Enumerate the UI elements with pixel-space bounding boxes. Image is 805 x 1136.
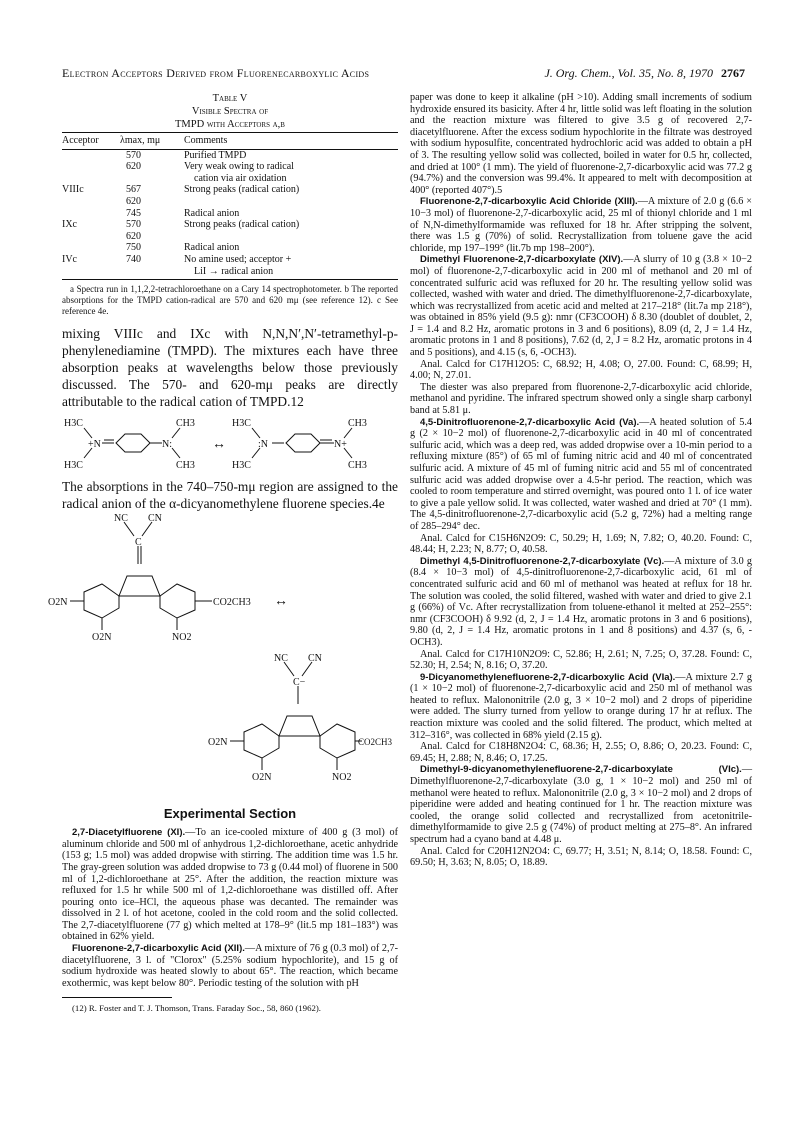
cell-lambda: 620 xyxy=(126,230,141,242)
cell-acceptor xyxy=(62,196,120,208)
page-number: 2767 xyxy=(721,66,745,80)
tmpd-r-ch3-bot: CH3 xyxy=(348,460,367,472)
cell-lambda: 745 xyxy=(126,207,141,219)
table-row xyxy=(62,196,398,208)
cell-acceptor xyxy=(62,231,120,243)
tmpd-resonance-structure xyxy=(62,416,398,472)
reference-rule xyxy=(62,997,172,1001)
s1-no2b: NO2 xyxy=(172,632,192,644)
exp-dinitro-ester: Dimethyl 4,5-Dinitrofluorenone-2,7-dicarboxylate (Vc).—A mixture of 3.0 g (8.4 × 10−3 mol) of 4,5-dinitrofluorenone-2,7-dicarboxylic acid, 61 ml of concentrated sulfuric acid and 60 ml of methanol was heated at reflux for 18 hr. The solution was cooled, the solid filtered, washed with water and dried to give 2.1 g (66%) of Vc. After recrystallization from toluene-ethanol it melted at 252–255°: nmr (CF3COOH) δ 9.92 (d, 2, J = 1.4 Hz, aromatic protons in 3 and 6 positions), 9.80 (d, 2, J = 1.4 Hz, aromatic protons in 1 and 8 positions) and 4.37 (s, 6, -OCH3). xyxy=(410,555,753,648)
cell-acceptor xyxy=(62,161,120,173)
cell-comment: Strong peaks (radical cation) xyxy=(184,219,300,231)
cell-lambda: 750 xyxy=(126,242,141,254)
cell-comment: Very weak owing to radical xyxy=(184,161,294,173)
cell-acceptor: IVc xyxy=(62,253,77,265)
table-row xyxy=(62,219,398,231)
tmpd-l-ch3-bot: CH3 xyxy=(176,460,195,472)
right-column xyxy=(410,92,752,869)
cell-acceptor xyxy=(62,208,120,220)
paragraph-tmpd: mixing VIIIc and IXc with N,N,N′,N′-tetramethyl-p-phenylenediamine (TMPD). The mixtures each have three absorption peaks at wavelengths below those previously discussed. The 570- and 620-mμ peaks are directly attributable to the radical cation of TMPD.12 xyxy=(62,326,398,410)
col-header-acceptor: Acceptor xyxy=(62,133,120,150)
s1-arrow: ↔ xyxy=(274,594,288,610)
table-title: Table V xyxy=(212,93,248,104)
table-row xyxy=(62,184,398,196)
cell-comment xyxy=(184,196,398,208)
table-row xyxy=(62,254,398,266)
section-heading: Experimental Section xyxy=(163,806,297,822)
col-header-lambda: λmax, mμ xyxy=(120,133,184,150)
tmpd-r-ch3-top: CH3 xyxy=(348,418,367,430)
cell-comment: No amine used; acceptor + xyxy=(184,253,292,265)
table-row xyxy=(62,231,398,243)
s2-nc: NC xyxy=(274,653,288,665)
tmpd-r-h3c-top: H3C xyxy=(232,418,251,430)
s1-co2ch3: CO2CH3 xyxy=(213,597,251,609)
s1-c: C xyxy=(135,537,142,549)
fluorene-anion-structures xyxy=(48,512,398,802)
anal-dicyano-acid: Anal. Calcd for C18H8N2O4: C, 68.36; H, 2.55; O, 8.86; O, 20.23. Found: C, 69.45; H, 2.88; N, 8.46; O, 17.25. xyxy=(410,741,752,764)
tmpd-l-n: N: xyxy=(162,439,172,451)
anal-dinitro-ester: Anal. Calcd for C17H10N2O9: C, 52.86; H, 2.61; N, 7.25; O, 37.28. Found: C, 52.30; H, 2.54; N, 8.16; O, 37.20. xyxy=(410,648,752,672)
cell-lambda: 620 xyxy=(126,161,141,173)
cell-acceptor: IXc xyxy=(62,219,77,231)
anal-dicyano-ester: Anal. Calcd for C20H12N2O4: C, 69.77; H, 3.51; N, 8.14; O, 18.58. Found: C, 69.50; H, 3.63; N, 8.05; O, 18.89. xyxy=(410,845,752,869)
table-footnote: a Spectra run in 1,1,2,2-tetrachloroethane on a Cary 14 spectrophotometer. b The reported absorptions for the TMPD cation-radical are 570 and 620 mμ (see reference 12). c See reference 4e. xyxy=(62,284,398,317)
table-row xyxy=(62,161,398,173)
reference-12: (12) R. Foster and T. J. Thomson, Trans. Faraday Soc., 58, 860 (1962). xyxy=(72,1003,321,1014)
cell-acceptor xyxy=(62,149,120,161)
tmpd-l-ch3-top: CH3 xyxy=(176,418,195,430)
cell-lambda: 620 xyxy=(126,195,141,207)
exp-dinitro-acid: 4,5-Dinitrofluorenone-2,7-dicarboxylic Acid (Va).—A heated solution of 5.4 g (2 × 10−2 mol) of fluorenone-2,7-dicarboxylic acid in 40 ml of concentrated sulfuric acid, which was a deep red, was added dropwise over a 10-min period to a refluxing mixture (85°) of 65 ml of fuming nitric acid and 40 ml of concentrated sulfuric acid. A mixture of 45 ml of fuming nitric acid and 55 ml of concentrated sulfuric acid was added dropwise over a 4.5-hr period. The reaction, which was cooled to room temperature and stirred overnight, was poured onto 1 l. of ice water to give a pale yellow solid. It was collected, water washed and dried at 70° (1 mm). The 4,5-dinitrofluorenone-2,7-dicarboxylic acid (5.2 g, 72%) had a melting range of 285–294° dec. xyxy=(410,416,752,532)
cell-lambda: 570 xyxy=(126,219,141,231)
s1-no2a: O2N xyxy=(92,632,112,644)
exp-dicarboxylic-acid: Fluorenone-2,7-dicarboxylic Acid (XII).—A mixture of 76 g (0.3 mol) of 2,7-diacetylfluorene, 3 l. of "Clorox" (5.25% sodium hypochlorite), and 15 g of sodium hydroxide was heated slowly to about 65°. The reaction, which became exothermic, was kept below 80°. Periodic testing of the solution with pH xyxy=(62,943,398,989)
anal-dinitro-acid: Anal. Calcd for C15H6N2O9: C, 50.29; H, 1.69; N, 7.82; O, 40.20. Found: C, 48.44; H, 2.23; N, 8.77; O, 40.58. xyxy=(410,532,752,556)
exp-diacetylfluorene: 2,7-Diacetylfluorene (XI).—To an ice-cooled mixture of 400 g (3 mol) of aluminum chloride and 500 ml of anhydrous 1,2-dichloroethane, acetic anhydride (153 g; 1.5 mol) was added dropwise with stirring. The addition time was 1.5 hr. The gray-green solution was added dropwise to 73 g (0.44 mol) of fluorene in 500 ml of 1,2-dichloroethane at 25°. After the addition, the reaction mixture was refluxed for 1.5 hr while 500 ml of 1,2-dichloroethane was distilled off. After pouring onto ice–HCl, the aqueous phase was decanted. The remainder was dissolved in 2 l. of hot acetone, cooled in the cold room and the solid collected. The 2,7-diacetylfluorene (77 g) which melted at 178–9° (lit.5 mp 181–183°) was obtained in 62% yield. xyxy=(62,827,399,943)
s1-o2n: O2N xyxy=(48,597,68,609)
tmpd-r-h3c-bot: H3C xyxy=(232,460,251,472)
s2-no2a: O2N xyxy=(252,772,272,784)
s2-co2ch3: CO2CH3 xyxy=(358,737,393,748)
s1-nc: NC xyxy=(114,513,128,525)
tmpd-r-n: :N xyxy=(258,439,268,451)
tmpd-l-h3c-bot: H3C xyxy=(64,460,83,472)
journal-citation: J. Org. Chem., Vol. 35, No. 8, 1970 2767 xyxy=(544,66,745,80)
cell-lambda: 570 xyxy=(126,149,141,161)
col-header-comments: Comments xyxy=(184,133,398,150)
exp-dicyano-ester: Dimethyl-9-dicyanomethylenefluorene-2,7-dicarboxylate (VIc).—Dimethylfluorenone-2,7-dicarboxylate (3.0 g, 1 × 10−2 mol) and 250 ml of methanol were heated to reflux. Malononitrile (2.0 g, 3 × 10−2 mol) and 2 drops of piperidine were added and heating continued for 1 hr. The reaction mixture was cooled, the orange solid collected and recrystallized from acetonitrile-dimethylformamide to give 2.5 g (74%) of product melting at 275–8°. An infrared spectrum had a cyano band at 4.48 μ. xyxy=(410,764,752,845)
cell-acceptor xyxy=(62,173,120,185)
cell-comment: Strong peaks (radical cation) xyxy=(184,184,300,196)
cell-acceptor: VIIIc xyxy=(62,184,84,196)
left-column xyxy=(48,92,399,1014)
paragraph-anion: The absorptions in the 740–750-mμ region are assigned to the radical anion of the α-dicyanomethylene fluorene species.4e xyxy=(62,479,398,512)
tmpd-r-nplus: N+ xyxy=(334,439,347,451)
spectra-table xyxy=(62,132,398,280)
table-row xyxy=(62,173,398,185)
cell-comment: cation via air oxidation xyxy=(194,172,287,184)
running-header xyxy=(62,66,745,81)
running-title: Electron Acceptors Derived from Fluorenecarboxylic Acids xyxy=(62,66,370,80)
resonance-arrow: ↔ xyxy=(212,437,226,453)
s2-no2b: NO2 xyxy=(332,772,352,784)
cell-comment: Radical anion xyxy=(184,242,240,254)
exp-dimethyl-ester: Dimethyl Fluorenone-2,7-dicarboxylate (XIV).—A slurry of 10 g (3.8 × 10−2 mol) of fluorenone-2,7-dicarboxylic acid in 200 ml of methanol and 20 ml of concentrated sulfuric acid was refluxed for 20 hr. The resulting yellow solid was collected, washed with water and dried. The dimethylfluorenone-2,7-dicarboxylate, which was recrystallized from acetic acid and melted at 217–218° (lit.7a mp 218°), was obtained in 85% yield (9.5 g): nmr (CF3COOH) δ 8.30 (doublet of doublet, 2, J = 1.4 and 8.2 Hz, aromatic protons in 3 and 6 positions), 8.09 (d, 2, J = 1.4 Hz, aromatic protons in 1 and 8 positions), 7.62 (d, 2, J = 8.2 Hz, aromatic protons in 4 and 5 positions), and 4.15 (s, 6, -OCH3). xyxy=(410,254,752,359)
cell-comment: Purified TMPD xyxy=(184,149,247,161)
cell-lambda: 740 xyxy=(126,253,141,265)
tmpd-l-h3c-top: H3C xyxy=(64,418,83,430)
cell-comment xyxy=(184,231,398,243)
s2-o2n: O2N xyxy=(208,737,228,749)
exp-acid-chloride: Fluorenone-2,7-dicarboxylic Acid Chloride (XIII).—A mixture of 2.0 g (6.6 × 10−3 mol) of fluorenone-2,7-dicarboxylic acid, 25 ml of thionyl chloride and 1 ml of N,N-dimethylformamide was refluxed for 18 hr. After stripping the solvent, there was 1.5 g (70%) of solid. Recrystallization from toluene gave the acid chloride, mp 197–199° (lit.7b mp 198–200°). xyxy=(410,196,752,254)
cell-acceptor xyxy=(62,242,120,254)
cell-lambda: 567 xyxy=(126,184,141,196)
cell-comment: LiI → radical anion xyxy=(184,266,398,280)
table-row xyxy=(62,242,398,254)
cell-acceptor xyxy=(62,266,120,280)
exp-dicyano-acid: 9-Dicyanomethylenefluorene-2,7-dicarboxylic Acid (VIa).—A mixture 2.7 g (1 × 10−2 mol) of fluorenone-2,7-dicarboxylic acid and 250 ml of methanol was heated to reflux. Malononitrile (2.0 g, 3 × 10−2 mol) and 2 drops of piperidine were added. The slurry turned from yellow to orange during 17 hr at reflux. The reaction mixture was cooled and the solid filtered. The product, which melted at 312–316°, was collected in 68% yield (2.15 g). xyxy=(410,671,752,741)
table-row xyxy=(62,208,398,220)
s2-c: C− xyxy=(293,677,306,689)
s2-cn: CN xyxy=(308,653,322,665)
continued-paragraph: paper was done to keep it alkaline (pH >10). Adding small increments of sodium hydroxide ensured its basicity. After 4 hr, little solid was left floating in the solution and the reaction mixture was filtered to give 3.5 g of recovered 2,7-diacetylfluorene. After the excess sodium hypochlorite in the filtrate was destroyed with sodium hyposulfite, concentrated hydrochloric acid was added to obtain a pH of 3. The resulting yellow solid was collected, boiled in water for 0.5 hr, collected, and dried at 100° (1 mm). The yield of fluorenone-2,7-dicarboxylic acid was 77.2 g (94.7%) and the conversion was 99.4%. It appeared to melt with decomposition at 400° (reported 407°).5 xyxy=(410,92,752,196)
table-row xyxy=(62,266,398,280)
cell-lambda xyxy=(120,173,184,185)
s1-cn: CN xyxy=(148,513,162,525)
table-row xyxy=(62,149,398,161)
cell-lambda xyxy=(120,266,184,280)
tmpd-l-nplus: +N xyxy=(88,439,101,451)
table-caption-line1: Visible Spectra of xyxy=(191,106,269,117)
diester-note: The diester was also prepared from fluorenone-2,7-dicarboxylic acid chloride, methanol and pyridine. The infrared spectrum showed only a single sharp carbonyl band at 5.81 μ. xyxy=(410,381,752,417)
table-caption-line2: TMPD with Acceptors a,b xyxy=(175,119,285,130)
anal-dimethyl-ester: Anal. Calcd for C17H12O5: C, 68.92; H, 4.08; O, 27.00. Found: C, 68.99; H, 4.00; N, 27.01. xyxy=(410,358,752,382)
cell-comment: Radical anion xyxy=(184,207,240,219)
